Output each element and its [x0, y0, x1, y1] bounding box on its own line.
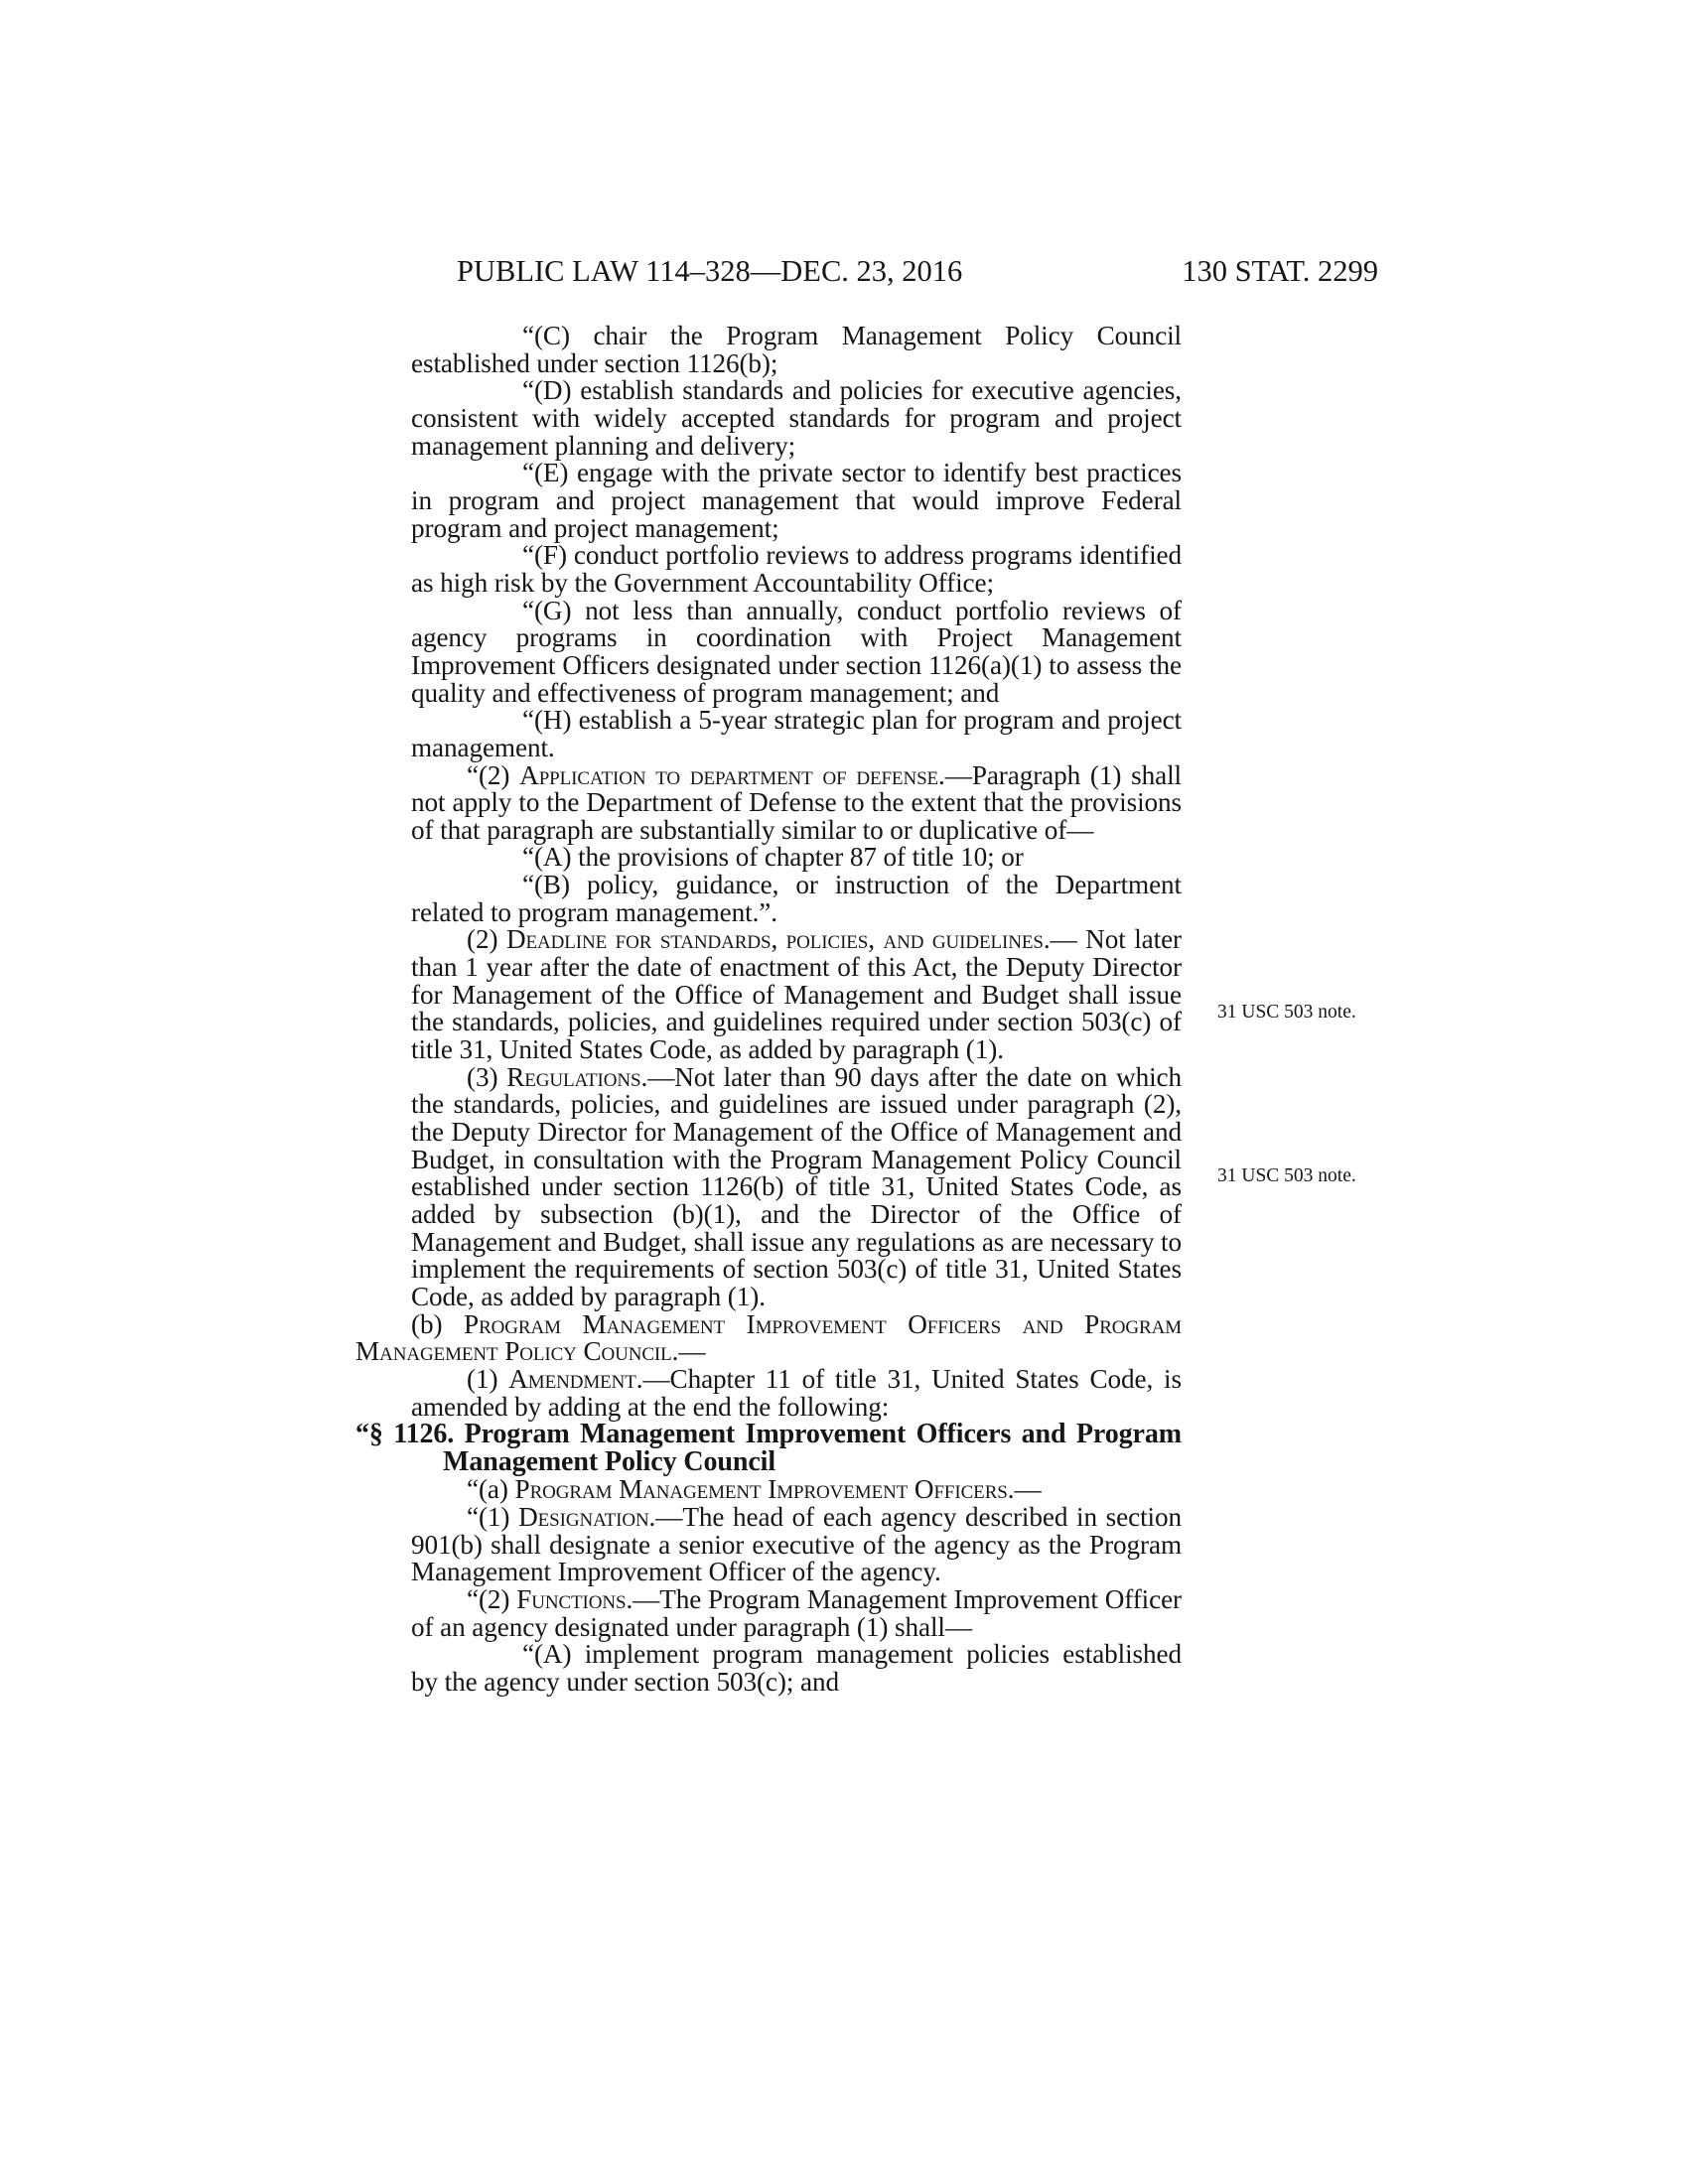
paragraph-heading: Program Management Improvement Officers. — [514, 1474, 1015, 1505]
paragraph: “(A) the provisions of chapter 87 of title 10; or — [522, 842, 1024, 873]
paragraph-heading: Designation. — [518, 1501, 656, 1532]
document-body — [355, 323, 1182, 1697]
paragraph: “(D) establish standards and policies for executive agencies, consistent with widely accepted standards for program and project management planning and delivery; — [411, 375, 1182, 461]
running-header — [457, 251, 1378, 291]
paragraph: (3) Regulations.—Not later than 90 days after the date on which the standards, policies, and guidelines are issued under paragraph (2), the Deputy Director for Management of the Office of Management and Budget, in consultation with the Program Management Policy Council established under section 1126(b) of title 31, United States Code, as added by subsection (b)(1), and the Director of the Office of Management and Budget, shall issue any regulations as are necessary to implement the requirements of section 503(c) of title 31, United States Code, as added by paragraph (1). — [411, 1061, 1182, 1311]
paragraph: (1) Amendment.—Chapter 11 of title 31, United States Code, is amended by adding at the end the following: — [411, 1363, 1182, 1422]
paragraph: “(a) Program Management Improvement Officers.— — [467, 1474, 1042, 1505]
paragraph-heading: Regulations. — [506, 1061, 648, 1092]
paragraph-heading: Amendment. — [508, 1363, 643, 1394]
paragraph: (2) Deadline for standards, policies, and guidelines.— Not later than 1 year after the date of enactment of this Act, the Deputy Director for Management of the Office of Management and Budget shall issue the standards, policies, and guidelines required under section 503(c) of title 31, United States Code, as added by paragraph (1). — [411, 924, 1182, 1065]
margin-note: 31 USC 503 note. — [1217, 1002, 1356, 1023]
paragraph: “(C) chair the Program Management Policy Council established under section 1126(b); — [411, 321, 1182, 378]
paragraph: “(A) implement program management policies established by the agency under section 503(c); and — [411, 1639, 1182, 1697]
paragraph-heading: Functions. — [516, 1583, 633, 1614]
paragraph-heading: Program Management Improvement Officers and Program Management Policy Council. — [355, 1308, 1182, 1367]
paragraph: “(2) Application to department of defense.—Paragraph (1) shall not apply to the Department of Defense to the extent that the provisions of that paragraph are substantially similar to or duplicative of— — [411, 759, 1182, 845]
paragraph-heading: Deadline for standards, policies, and guidelines. — [505, 924, 1051, 955]
paragraph: “(H) establish a 5-year strategic plan for program and project management. — [411, 705, 1182, 762]
paragraph: “(1) Designation.—The head of each agency described in section 901(b) shall designate a senior executive of the agency as the Program Management Improvement Officer of the agency. — [411, 1501, 1182, 1587]
paragraph: “(G) not less than annually, conduct portfolio reviews of agency programs in coordination with Project Management Improvement Officers designated under section 1126(a)(1) to assess the quality and effectiveness of program management; and — [411, 595, 1182, 708]
section-heading: “§ 1126. Program Management Improvement Officers and Program Management Policy Council — [355, 1419, 1182, 1478]
law-citation: PUBLIC LAW 114–328—DEC. 23, 2016 — [457, 254, 963, 288]
paragraph: “(2) Functions.—The Program Management Improvement Officer of an agency designated under paragraph (1) shall— — [411, 1583, 1182, 1642]
paragraph: “(E) engage with the private sector to identify best practices in program and project management that would improve Federal program and project management; — [411, 458, 1182, 543]
paragraph: (b) Program Management Improvement Officers and Program Management Policy Council.— — [355, 1308, 1182, 1367]
page-statute-number: 130 STAT. 2299 — [1182, 254, 1378, 288]
margin-note: 31 USC 503 note. — [1217, 1165, 1356, 1186]
paragraph: “(B) policy, guidance, or instruction of the Department related to program management.”. — [411, 870, 1182, 927]
paragraph: “(F) conduct portfolio reviews to address programs identified as high risk by the Government Accountability Office; — [411, 540, 1182, 598]
paragraph-heading: Application to department of defense. — [519, 759, 945, 790]
